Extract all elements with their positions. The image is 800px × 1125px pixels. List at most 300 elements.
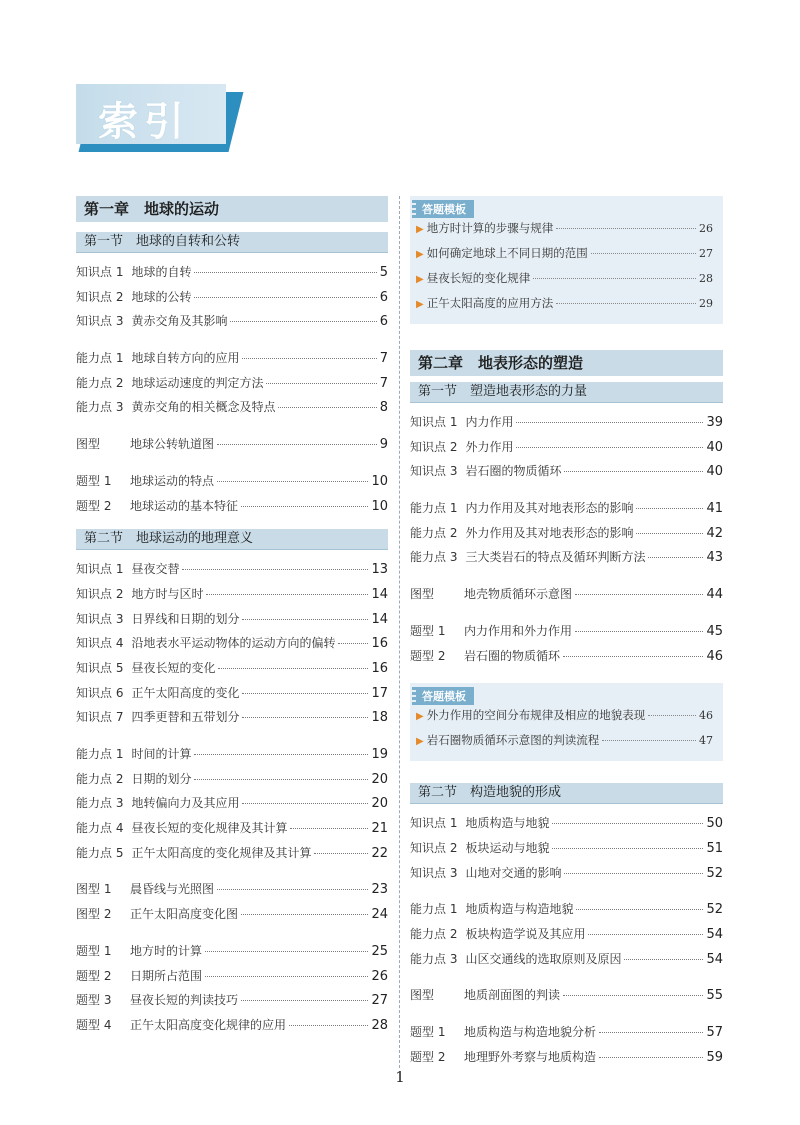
entry-label (76, 472, 214, 489)
dot-leader (242, 619, 368, 620)
index-entry (76, 349, 388, 374)
entry-page-number: 52 (706, 902, 723, 918)
entry-page-number: 22 (371, 845, 388, 861)
entry-label (76, 560, 179, 577)
entry-title: 地球自转方向的应用 (131, 351, 240, 366)
entry-page-number: 26 (371, 968, 388, 984)
entry-page-number: 27 (371, 993, 388, 1009)
entry-group (410, 986, 723, 1011)
index-entry (76, 560, 388, 585)
entry-label (76, 880, 214, 897)
entry-group (410, 585, 723, 610)
entry-label (410, 413, 513, 430)
entry-title: 地球的公转 (131, 289, 192, 304)
entry-title: 日期所占范围 (130, 968, 203, 983)
entry-title: 三大类岩石的特点及循环判断方法 (465, 550, 646, 565)
dot-leader (602, 740, 696, 741)
entry-title: 四季更替和五带划分 (131, 710, 240, 725)
entry-title: 地理野外考察与地质构造 (464, 1049, 597, 1064)
section-heading: 第二节 构造地貌的形成 (410, 783, 723, 804)
entry-page-number: 20 (371, 796, 388, 812)
index-entry (76, 634, 388, 659)
page-title: 索引 (98, 99, 190, 145)
answer-template-badge: 答题模板 (416, 687, 474, 705)
index-entry (410, 839, 723, 864)
template-title: 正午太阳高度的应用方法 (426, 296, 554, 310)
entry-page-number: 52 (706, 865, 723, 881)
entry-type: 知识点 3 (76, 314, 124, 329)
triangle-bullet-icon: ▶ (416, 736, 424, 748)
index-entry (76, 472, 388, 497)
entry-type: 题型 2 (76, 968, 112, 983)
index-entry (76, 1016, 388, 1041)
entry-page-number: 5 (379, 265, 388, 280)
entry-type: 题型 2 (410, 648, 446, 663)
entry-title: 正午太阳高度的变化规律及其计算 (131, 845, 312, 860)
dot-leader (194, 297, 376, 298)
entry-type: 知识点 1 (410, 816, 458, 831)
entry-type: 能力点 3 (410, 951, 458, 966)
entry-type: 能力点 1 (76, 351, 124, 366)
index-entry (410, 864, 723, 889)
entry-type: 知识点 2 (410, 439, 458, 454)
dot-leader (230, 321, 376, 322)
entry-title: 岩石圈的物质循环 (465, 464, 562, 479)
entry-label (410, 438, 513, 455)
entry-type: 图型 (410, 988, 435, 1003)
entry-type: 能力点 3 (76, 796, 124, 811)
entry-page-number: 23 (371, 882, 388, 898)
entry-label (76, 435, 214, 452)
answer-template-badge: 答题模板 (416, 200, 474, 218)
index-entry (76, 398, 388, 423)
entry-group (76, 942, 388, 1041)
dot-leader (194, 272, 376, 273)
entry-type: 知识点 6 (76, 685, 124, 700)
dot-leader (636, 508, 703, 509)
entry-label (410, 814, 549, 831)
index-entry (76, 659, 388, 684)
index-entry (76, 942, 388, 967)
entry-title: 外力作用 (465, 439, 514, 454)
entry-type: 能力点 2 (76, 771, 124, 786)
entry-title: 昼夜长短的变化规律及其计算 (131, 821, 288, 836)
triangle-bullet-icon: ▶ (416, 249, 424, 260)
entry-type: 能力点 1 (76, 747, 124, 761)
entry-type: 知识点 1 (76, 562, 124, 577)
dot-leader (599, 1057, 703, 1058)
index-entry (76, 497, 388, 522)
dot-leader (556, 228, 696, 229)
template-title: 地方时计算的步骤与规律 (426, 221, 554, 235)
template-page-number: 29 (699, 297, 713, 310)
entry-type: 知识点 3 (76, 611, 124, 626)
template-entry (416, 295, 713, 320)
template-page-number: 27 (699, 247, 713, 260)
entry-type: 能力点 1 (410, 501, 458, 516)
right-column (410, 196, 723, 1072)
template-title: 如何确定地球上不同日期的范围 (426, 246, 588, 260)
entry-type: 题型 2 (410, 1049, 446, 1064)
entry-title: 地方时与区时 (131, 586, 204, 601)
entry-type: 知识点 2 (76, 586, 124, 601)
entry-title: 沿地表水平运动物体的运动方向的偏转 (131, 636, 336, 651)
entry-page-number: 46 (706, 648, 723, 664)
entry-page-number: 10 (371, 473, 388, 489)
entry-group (76, 560, 388, 733)
entry-type: 知识点 4 (76, 636, 124, 651)
entry-label (410, 647, 560, 664)
entry-label (410, 585, 572, 602)
entry-type: 图型 2 (76, 907, 112, 922)
entry-type: 图型 (410, 587, 435, 602)
entry-group (76, 349, 388, 423)
chapter-1-heading: 第一章 地球的运动 (76, 196, 388, 222)
entry-label (76, 770, 191, 787)
triangle-bullet-icon: ▶ (416, 299, 424, 310)
dot-leader (599, 1032, 703, 1033)
tip-list (416, 707, 713, 757)
entry-page-number: 17 (371, 685, 388, 701)
entry-page-number: 25 (371, 943, 388, 959)
entry-title: 内力作用及其对地表形态的影响 (465, 501, 634, 516)
dot-leader (575, 631, 703, 632)
entry-title: 正午太阳高度变化图 (130, 907, 239, 922)
entry-page-number: 19 (371, 747, 388, 762)
entry-title: 岩石圈的物质循环 (464, 648, 561, 663)
entry-type: 知识点 2 (410, 840, 458, 855)
entry-group (76, 880, 388, 929)
dot-leader (338, 643, 368, 644)
entry-label (76, 794, 239, 811)
entry-type: 能力点 2 (410, 525, 458, 540)
title-banner (76, 84, 226, 144)
entry-title: 地方时的计算 (130, 943, 203, 958)
dot-leader (588, 934, 703, 935)
entry-type: 能力点 2 (76, 375, 124, 390)
entry-label (76, 634, 335, 651)
entry-title: 内力作用 (465, 415, 514, 429)
entry-label (410, 839, 549, 856)
entry-label (76, 1016, 286, 1033)
entry-title: 地球运动速度的判定方法 (131, 375, 264, 390)
entry-type: 能力点 3 (76, 400, 124, 415)
entry-title: 正午太阳高度的变化 (131, 685, 240, 700)
entry-page-number: 45 (706, 623, 723, 639)
template-entry (416, 245, 713, 270)
entry-title: 昼夜长短的变化 (131, 660, 216, 675)
index-entry (76, 794, 388, 819)
entry-page-number: 16 (371, 636, 388, 652)
dot-leader (564, 471, 703, 472)
index-entry (410, 647, 723, 672)
entry-type: 知识点 3 (410, 865, 458, 880)
entry-page-number: 51 (706, 840, 723, 856)
entry-group (410, 900, 723, 974)
entry-title: 地质构造与构造地貌分析 (464, 1025, 597, 1039)
entry-title: 山区交通线的选取原则及原因 (465, 951, 622, 966)
entry-title: 山地对交通的影响 (465, 865, 562, 880)
entry-page-number: 7 (379, 375, 388, 391)
index-entry (410, 548, 723, 573)
section-heading: 第二节 地球运动的地理意义 (76, 529, 388, 550)
entry-page-number: 6 (379, 314, 388, 330)
tip-list (416, 220, 713, 320)
answer-template-box (410, 683, 723, 761)
entry-type: 题型 4 (76, 1017, 112, 1032)
answer-template-box (410, 196, 723, 324)
section-heading: 第一节 地球的自转和公转 (76, 232, 388, 253)
entry-page-number: 54 (706, 951, 723, 967)
dot-leader (205, 951, 368, 952)
entry-label (76, 967, 202, 984)
index-entry (76, 880, 388, 905)
index-entry (76, 435, 388, 460)
entry-page-number: 55 (706, 988, 723, 1004)
entry-group (76, 472, 388, 521)
entry-group (410, 1023, 723, 1072)
entry-type: 能力点 2 (410, 926, 458, 941)
entry-group (76, 263, 388, 337)
dot-leader (624, 959, 703, 960)
dot-leader (242, 358, 376, 359)
template-page-number: 28 (699, 272, 713, 285)
entry-type: 题型 1 (76, 943, 112, 958)
entry-label (76, 905, 238, 922)
dot-leader (563, 995, 703, 996)
entry-page-number: 14 (371, 586, 388, 602)
entry-page-number: 50 (706, 816, 723, 832)
index-entry (410, 814, 723, 839)
entry-page-number: 20 (371, 771, 388, 787)
entry-label (410, 462, 561, 479)
dot-leader (564, 873, 703, 874)
entry-page-number: 8 (379, 400, 388, 416)
dot-leader (241, 1000, 368, 1001)
entry-title: 地壳物质循环示意图 (464, 587, 573, 602)
dot-leader (217, 444, 377, 445)
entry-label (410, 950, 621, 967)
dot-leader (241, 506, 368, 507)
dot-leader (563, 656, 703, 657)
entry-title: 昼夜长短的判读技巧 (130, 993, 239, 1008)
dot-leader (242, 693, 368, 694)
entry-title: 地质剖面图的判读 (464, 988, 561, 1003)
dot-leader (217, 889, 368, 890)
index-entry (410, 499, 723, 524)
dot-leader (218, 668, 368, 669)
entry-title: 正午太阳高度变化规律的应用 (130, 1017, 287, 1032)
entry-type: 题型 1 (410, 623, 446, 638)
entry-label (76, 497, 238, 514)
entry-page-number: 9 (379, 437, 388, 453)
dot-leader (314, 853, 368, 854)
index-entry (410, 413, 723, 438)
entry-label (76, 349, 239, 366)
dot-leader (182, 569, 368, 570)
dot-leader (533, 278, 696, 279)
dot-leader (205, 976, 368, 977)
index-entry (410, 925, 723, 950)
entry-type: 知识点 5 (76, 660, 124, 675)
entry-label (410, 548, 645, 565)
entry-group (76, 435, 388, 460)
triangle-bullet-icon: ▶ (416, 274, 424, 285)
entry-page-number: 21 (371, 821, 388, 837)
entry-title: 地球运动的基本特征 (130, 498, 239, 513)
entry-type: 题型 1 (410, 1025, 446, 1039)
index-entry (410, 950, 723, 975)
left-column (76, 196, 388, 1041)
entry-label (76, 819, 287, 836)
entry-group (410, 622, 723, 671)
entry-page-number: 14 (371, 611, 388, 627)
index-entry (76, 745, 388, 770)
dot-leader (552, 848, 703, 849)
index-entry (410, 1023, 723, 1048)
entry-label (76, 288, 191, 305)
index-entry (410, 438, 723, 463)
index-entry (76, 770, 388, 795)
entry-label (76, 991, 238, 1008)
page-number: 1 (395, 1068, 405, 1086)
entry-label (76, 610, 239, 627)
entry-title: 地球的自转 (131, 265, 192, 279)
entry-label (76, 745, 191, 762)
entry-type: 知识点 1 (76, 265, 124, 279)
entry-type: 能力点 3 (410, 550, 458, 565)
dot-leader (241, 914, 368, 915)
entry-title: 晨昏线与光照图 (130, 882, 215, 897)
entry-title: 地转偏向力及其应用 (131, 796, 240, 811)
dot-leader (556, 303, 696, 304)
index-entry (76, 312, 388, 337)
entry-page-number: 24 (371, 907, 388, 923)
entry-page-number: 40 (706, 439, 723, 455)
column-divider (399, 196, 400, 1068)
entry-type: 题型 1 (76, 473, 112, 488)
entry-title: 日界线和日期的划分 (131, 611, 240, 626)
dot-leader (290, 828, 368, 829)
entry-page-number: 44 (706, 587, 723, 603)
entry-type: 能力点 5 (76, 845, 124, 860)
entry-page-number: 10 (371, 498, 388, 514)
dot-leader (516, 447, 703, 448)
index-entry (410, 462, 723, 487)
entry-page-number: 42 (706, 525, 723, 541)
entry-label (76, 312, 227, 329)
entry-label (76, 585, 203, 602)
entry-group (76, 745, 388, 868)
dot-leader (266, 383, 376, 384)
entry-label (76, 374, 263, 391)
template-entry (416, 220, 713, 245)
entry-page-number: 59 (706, 1049, 723, 1065)
template-title: 昼夜长短的变化规律 (426, 271, 531, 285)
entry-title: 日期的划分 (131, 771, 192, 786)
dot-leader (648, 715, 696, 716)
index-entry (76, 263, 388, 288)
entry-title: 地质构造与地貌 (465, 816, 550, 831)
entry-type: 知识点 1 (410, 415, 458, 429)
entry-label (410, 622, 572, 639)
dot-leader (242, 717, 368, 718)
index-entry (76, 991, 388, 1016)
entry-label (76, 844, 311, 861)
entry-label (410, 1023, 596, 1040)
template-entry (416, 270, 713, 295)
entry-page-number: 18 (371, 710, 388, 726)
entry-label (410, 864, 561, 881)
dot-leader (636, 533, 703, 534)
index-entry (410, 585, 723, 610)
index-title-block (76, 84, 276, 154)
index-entry (76, 708, 388, 733)
template-title: 外力作用的空间分布规律及相应的地貌表现 (426, 708, 646, 723)
entry-type: 图型 1 (76, 882, 112, 897)
index-entry (76, 905, 388, 930)
entry-label (76, 398, 275, 415)
entry-page-number: 6 (379, 289, 388, 305)
entry-page-number: 41 (706, 501, 723, 517)
template-title: 岩石圈物质循环示意图的判读流程 (426, 733, 600, 748)
index-entry (76, 610, 388, 635)
index-entry (76, 288, 388, 313)
entry-page-number: 16 (371, 660, 388, 676)
entry-label (410, 900, 573, 917)
entry-title: 内力作用和外力作用 (464, 623, 573, 638)
dot-leader (516, 422, 703, 423)
index-entry (76, 844, 388, 869)
dot-leader (242, 803, 368, 804)
entry-title: 黄赤交角的相关概念及特点 (131, 400, 276, 415)
entry-type: 题型 3 (76, 993, 112, 1008)
entry-type: 题型 2 (76, 498, 112, 513)
entry-page-number: 39 (706, 415, 723, 430)
index-entry (76, 585, 388, 610)
entry-type: 知识点 2 (76, 289, 124, 304)
index-entry (76, 374, 388, 399)
dot-leader (194, 754, 368, 755)
triangle-bullet-icon: ▶ (416, 711, 424, 723)
entry-label (410, 499, 633, 516)
entry-type: 能力点 1 (410, 902, 458, 917)
entry-title: 地质构造与构造地貌 (465, 902, 574, 917)
entry-page-number: 7 (379, 351, 388, 367)
index-entry (76, 684, 388, 709)
index-entry (76, 819, 388, 844)
dot-leader (278, 407, 376, 408)
entry-label (76, 708, 239, 725)
template-page-number: 46 (699, 709, 713, 723)
entry-type: 知识点 7 (76, 710, 124, 725)
entry-type: 图型 (76, 437, 101, 452)
dot-leader (194, 779, 368, 780)
dot-leader (552, 823, 703, 824)
chapter-2-heading: 第二章 地表形态的塑造 (410, 350, 723, 376)
entry-page-number: 54 (706, 926, 723, 942)
dot-leader (217, 481, 368, 482)
dot-leader (289, 1025, 368, 1026)
entry-page-number: 13 (371, 562, 388, 578)
dot-leader (575, 594, 703, 595)
dot-leader (206, 594, 368, 595)
index-entry (410, 900, 723, 925)
entry-page-number: 43 (706, 550, 723, 566)
entry-group (410, 814, 723, 888)
entry-page-number: 40 (706, 464, 723, 480)
dot-leader (591, 253, 696, 254)
